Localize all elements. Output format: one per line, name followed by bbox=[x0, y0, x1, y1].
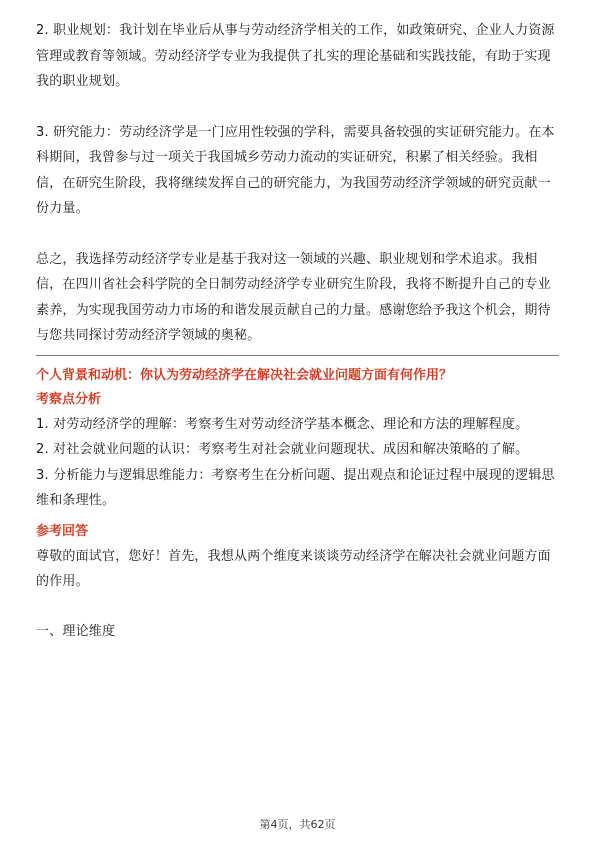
analysis-point-2: 2. 对社会就业问题的认识：考察考生对社会就业问题现状、成因和解决策略的了解。 bbox=[36, 442, 529, 457]
question-title: 个人背景和动机：你认为劳动经济学在解决社会就业问题方面有何作用？ bbox=[36, 367, 453, 383]
section-divider bbox=[36, 355, 559, 356]
spacer bbox=[36, 222, 559, 247]
paragraph-research-ability: 3. 研究能力：劳动经济学是一门应用性较强的学科，需要具备较强的实证研究能力。在本科期间，我曾参与过一项关于我国城乡劳动力流动的实证研究，积累了相关经验。我相信，在研究生阶段，我将继续发挥自己的研究能力，为我国劳动经济学领域的研究贡献一份力量。 bbox=[36, 124, 555, 216]
page-content bbox=[36, 18, 559, 644]
spacer bbox=[36, 595, 559, 619]
paragraph-summary: 总之，我选择劳动经济学专业是基于我对这一领域的兴趣、职业规划和学术追求。我相信，在四川省社会科学院的全日制劳动经济学专业研究生阶段，我将不断提升自己的专业素养，为实现我国劳动力市场的和谐发展贡献自己的力量。感谢您给予我这个机会，期待与您共同探讨劳动经济学领域的奥秘。 bbox=[36, 251, 551, 343]
spacer bbox=[36, 95, 559, 120]
analysis-point-1: 1. 对劳动经济学的理解：考察考生对劳动经济学基本概念、理论和方法的理解程度。 bbox=[36, 416, 529, 432]
page-number: 第4页，共62页 bbox=[259, 818, 336, 831]
analysis-heading: 考察点分析 bbox=[36, 391, 102, 407]
answer-intro: 尊敬的面试官，您好！首先，我想从两个维度来谈谈劳动经济学在解决社会就业问题方面的作用。 bbox=[36, 548, 551, 589]
paragraph-career-planning: 2. 职业规划：我计划在毕业后从事与劳动经济学相关的工作，如政策研究、企业人力资源管理或教育等领域。劳动经济学专业为我提供了扎实的理论基础和实践技能，有助于实现我的职业规划。 bbox=[36, 23, 555, 89]
analysis-point-3: 3. 分析能力与逻辑思维能力：考察考生在分析问题、提出观点和论证过程中展现的逻辑思维和条理性。 bbox=[36, 467, 555, 508]
section-heading-theory: 一、理论维度 bbox=[36, 623, 116, 639]
answer-heading: 参考回答 bbox=[36, 523, 89, 539]
